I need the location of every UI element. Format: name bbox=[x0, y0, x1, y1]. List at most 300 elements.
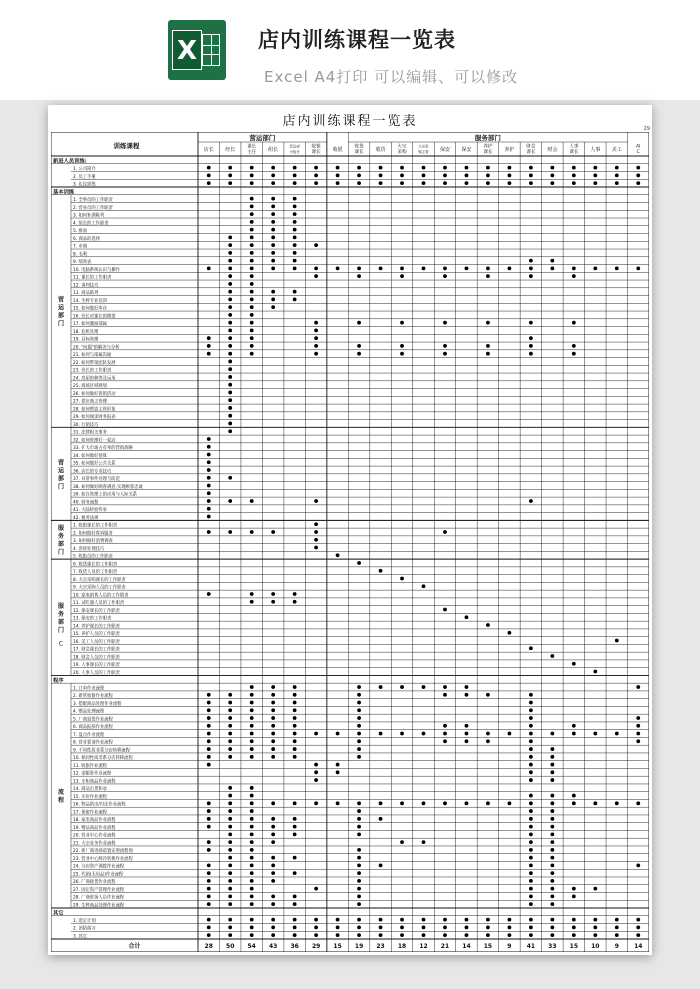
row-label: 2. 员工手册 bbox=[73, 174, 96, 180]
attendance-mark bbox=[357, 181, 361, 185]
attendance-mark bbox=[529, 871, 533, 875]
total-value: 33 bbox=[548, 943, 557, 950]
attendance-mark bbox=[550, 871, 554, 875]
attendance-mark bbox=[572, 181, 576, 185]
attendance-mark bbox=[314, 181, 318, 185]
attendance-mark bbox=[271, 739, 275, 743]
row-label: 16. 美工人员的工作职责 bbox=[73, 639, 120, 645]
attendance-mark bbox=[422, 685, 426, 689]
total-value: 28 bbox=[204, 943, 213, 950]
attendance-mark bbox=[422, 933, 426, 937]
department-side-label: 营 bbox=[57, 296, 65, 304]
attendance-mark bbox=[357, 344, 361, 348]
attendance-mark bbox=[228, 344, 232, 348]
row-label: 15. 买价作业流程 bbox=[73, 794, 107, 800]
attendance-mark bbox=[636, 925, 640, 929]
row-label: 1. 全事员的工作职责 bbox=[73, 198, 113, 204]
attendance-mark bbox=[529, 879, 533, 883]
attendance-mark bbox=[207, 491, 211, 495]
attendance-mark bbox=[400, 352, 404, 356]
attendance-mark bbox=[250, 290, 254, 294]
attendance-mark bbox=[465, 693, 469, 697]
attendance-mark bbox=[250, 282, 254, 286]
row-label: 23. 营业中心鲜冷转换作业流程 bbox=[73, 856, 133, 862]
column-header: 课长 bbox=[311, 150, 321, 156]
attendance-mark bbox=[207, 267, 211, 271]
attendance-mark bbox=[550, 763, 554, 767]
department-side-label: 运 bbox=[57, 304, 65, 312]
attendance-mark bbox=[250, 685, 254, 689]
attendance-mark bbox=[250, 801, 254, 805]
total-value: 29 bbox=[311, 943, 321, 950]
column-header: 采购 bbox=[397, 150, 407, 156]
attendance-mark bbox=[250, 173, 254, 177]
attendance-mark bbox=[508, 173, 512, 177]
attendance-mark bbox=[636, 166, 640, 170]
attendance-mark bbox=[550, 863, 554, 867]
attendance-mark bbox=[357, 739, 361, 743]
attendance-mark bbox=[486, 925, 490, 929]
total-value: 12 bbox=[419, 943, 428, 950]
attendance-mark bbox=[207, 445, 211, 449]
total-value: 9 bbox=[507, 943, 512, 950]
attendance-mark bbox=[271, 305, 275, 309]
row-label: 31. 法律相关事务 bbox=[73, 430, 107, 436]
row-label: 5. 收银员的工作职责 bbox=[73, 554, 113, 560]
column-header: 美工 bbox=[611, 147, 622, 153]
department-side-label: 服 bbox=[57, 525, 65, 533]
attendance-mark bbox=[422, 925, 426, 929]
attendance-mark bbox=[250, 259, 254, 263]
attendance-mark bbox=[293, 592, 297, 596]
column-header: 保安 bbox=[461, 147, 472, 153]
logo-letter: X bbox=[172, 30, 202, 70]
attendance-mark bbox=[443, 530, 447, 534]
attendance-mark bbox=[486, 739, 490, 743]
attendance-mark bbox=[271, 600, 275, 604]
attendance-mark bbox=[271, 840, 275, 844]
row-label: 6. 收货课长的工作职责 bbox=[73, 562, 118, 568]
attendance-mark bbox=[228, 243, 232, 247]
attendance-mark bbox=[443, 925, 447, 929]
attendance-mark bbox=[314, 267, 318, 271]
document-header bbox=[0, 0, 700, 100]
attendance-mark bbox=[422, 173, 426, 177]
attendance-mark bbox=[293, 902, 297, 906]
row-label: 9. 大宗采购人员的工作职责 bbox=[73, 585, 126, 591]
row-label: 16. 处长对课长的期望 bbox=[73, 314, 116, 320]
row-label: 10. 电脑系统认识与操作 bbox=[73, 267, 120, 273]
attendance-mark bbox=[550, 259, 554, 263]
total-value: 9 bbox=[614, 943, 619, 950]
attendance-mark bbox=[250, 352, 254, 356]
row-label: 6. 商品的选择 bbox=[73, 236, 100, 242]
attendance-mark bbox=[357, 801, 361, 805]
attendance-mark bbox=[271, 251, 275, 255]
attendance-mark bbox=[207, 530, 211, 534]
total-value: 14 bbox=[462, 943, 471, 950]
attendance-mark bbox=[293, 918, 297, 922]
row-label: 12. 谈判技巧 bbox=[73, 283, 99, 289]
attendance-mark bbox=[636, 732, 640, 736]
attendance-mark bbox=[465, 933, 469, 937]
attendance-mark bbox=[593, 918, 597, 922]
attendance-mark bbox=[293, 716, 297, 720]
attendance-mark bbox=[550, 925, 554, 929]
attendance-mark bbox=[314, 538, 318, 542]
attendance-mark bbox=[529, 902, 533, 906]
attendance-mark bbox=[207, 166, 211, 170]
attendance-mark bbox=[207, 460, 211, 464]
attendance-mark bbox=[593, 166, 597, 170]
attendance-mark bbox=[400, 925, 404, 929]
row-label: 34. 如何做好预算 bbox=[73, 453, 107, 459]
attendance-mark bbox=[550, 848, 554, 852]
attendance-mark bbox=[572, 173, 576, 177]
attendance-mark bbox=[228, 391, 232, 395]
row-label: 29. 生鲜商品处理作业流程 bbox=[73, 903, 125, 909]
attendance-mark bbox=[293, 708, 297, 712]
attendance-mark bbox=[336, 732, 340, 736]
attendance-mark bbox=[314, 933, 318, 937]
attendance-mark bbox=[207, 476, 211, 480]
attendance-mark bbox=[228, 313, 232, 317]
attendance-mark bbox=[293, 228, 297, 232]
department-side-label: 部 bbox=[57, 312, 65, 320]
attendance-mark bbox=[572, 267, 576, 271]
attendance-mark bbox=[529, 840, 533, 844]
attendance-mark bbox=[228, 786, 232, 790]
attendance-mark bbox=[529, 778, 533, 782]
department-side-label: 门 bbox=[57, 549, 65, 557]
attendance-mark bbox=[271, 755, 275, 759]
attendance-mark bbox=[250, 251, 254, 255]
attendance-mark bbox=[529, 933, 533, 937]
row-label: 18. 财会人员的工作职责 bbox=[73, 655, 120, 661]
attendance-mark bbox=[293, 243, 297, 247]
attendance-mark bbox=[228, 925, 232, 929]
attendance-mark bbox=[271, 166, 275, 170]
attendance-mark bbox=[314, 243, 318, 247]
attendance-mark bbox=[529, 794, 533, 798]
attendance-mark bbox=[207, 708, 211, 712]
attendance-mark bbox=[314, 336, 318, 340]
attendance-mark bbox=[357, 274, 361, 278]
attendance-mark bbox=[228, 173, 232, 177]
attendance-mark bbox=[250, 204, 254, 208]
attendance-mark bbox=[529, 344, 533, 348]
attendance-mark bbox=[271, 732, 275, 736]
attendance-mark bbox=[207, 863, 211, 867]
attendance-mark bbox=[207, 747, 211, 751]
attendance-mark bbox=[207, 468, 211, 472]
attendance-mark bbox=[465, 685, 469, 689]
attendance-mark bbox=[593, 181, 597, 185]
attendance-mark bbox=[293, 933, 297, 937]
attendance-mark bbox=[293, 600, 297, 604]
attendance-mark bbox=[529, 817, 533, 821]
column-header: AI bbox=[636, 144, 641, 150]
attendance-mark bbox=[422, 267, 426, 271]
attendance-mark bbox=[314, 522, 318, 526]
attendance-mark bbox=[250, 817, 254, 821]
attendance-mark bbox=[271, 933, 275, 937]
row-label: 35. 如何做好公共关系 bbox=[73, 461, 116, 467]
attendance-mark bbox=[465, 615, 469, 619]
attendance-mark bbox=[400, 181, 404, 185]
attendance-mark bbox=[508, 918, 512, 922]
row-label: 26. 如何做好促销活动 bbox=[73, 391, 116, 397]
department-side-label: 运 bbox=[57, 467, 65, 475]
row-label: 3. 如何补满陈列 bbox=[73, 213, 105, 219]
department-side-label: 流 bbox=[57, 789, 65, 797]
attendance-mark bbox=[443, 344, 447, 348]
attendance-mark bbox=[443, 173, 447, 177]
attendance-mark bbox=[400, 933, 404, 937]
column-header: 组长 bbox=[268, 147, 279, 153]
attendance-mark bbox=[400, 577, 404, 581]
attendance-mark bbox=[293, 825, 297, 829]
column-header: 养护 bbox=[483, 144, 493, 150]
attendance-mark bbox=[508, 631, 512, 635]
attendance-mark bbox=[250, 499, 254, 503]
group-header: 营运部门 bbox=[249, 134, 276, 142]
attendance-mark bbox=[293, 693, 297, 697]
attendance-mark bbox=[443, 918, 447, 922]
attendance-mark bbox=[400, 321, 404, 325]
attendance-mark bbox=[443, 933, 447, 937]
attendance-mark bbox=[508, 181, 512, 185]
department-side-label: 部 bbox=[57, 541, 65, 549]
row-label: 39. 如在管理上的应用与人际关系 bbox=[73, 492, 138, 498]
row-label: 13. 保安的工作职责 bbox=[73, 616, 112, 622]
attendance-mark bbox=[400, 344, 404, 348]
attendance-mark bbox=[250, 708, 254, 712]
attendance-mark bbox=[250, 825, 254, 829]
attendance-mark bbox=[336, 553, 340, 557]
attendance-mark bbox=[529, 747, 533, 751]
attendance-mark bbox=[636, 863, 640, 867]
attendance-mark bbox=[250, 902, 254, 906]
attendance-mark bbox=[357, 166, 361, 170]
attendance-mark bbox=[357, 856, 361, 860]
attendance-mark bbox=[400, 173, 404, 177]
attendance-mark bbox=[228, 236, 232, 240]
row-label: 3. 搭配商品处理作业流程 bbox=[73, 701, 122, 707]
row-label: 24. 分店资产调拨作业流程 bbox=[73, 864, 125, 870]
attendance-mark bbox=[508, 801, 512, 805]
attendance-mark bbox=[271, 173, 275, 177]
attendance-mark bbox=[486, 623, 490, 627]
attendance-mark bbox=[357, 747, 361, 751]
attendance-mark bbox=[422, 181, 426, 185]
attendance-mark bbox=[550, 879, 554, 883]
attendance-mark bbox=[357, 871, 361, 875]
row-label: 1. 选定计划 bbox=[73, 918, 96, 924]
excel-logo-icon bbox=[168, 20, 226, 80]
row-label: 7. 盘点作业流程 bbox=[73, 732, 105, 738]
attendance-mark bbox=[293, 236, 297, 240]
attendance-mark bbox=[228, 360, 232, 364]
attendance-mark bbox=[228, 708, 232, 712]
row-label: 19. 赠品商品作业流程 bbox=[73, 825, 116, 831]
attendance-mark bbox=[550, 166, 554, 170]
attendance-mark bbox=[293, 732, 297, 736]
attendance-mark bbox=[422, 166, 426, 170]
attendance-mark bbox=[314, 344, 318, 348]
section-title: 基本训练 bbox=[53, 189, 75, 196]
attendance-mark bbox=[228, 817, 232, 821]
attendance-mark bbox=[636, 181, 640, 185]
attendance-mark bbox=[207, 925, 211, 929]
attendance-mark bbox=[422, 918, 426, 922]
row-label: 20. 营业中心作业流程 bbox=[73, 833, 116, 839]
attendance-mark bbox=[636, 739, 640, 743]
attendance-mark bbox=[529, 708, 533, 712]
attendance-mark bbox=[529, 856, 533, 860]
attendance-mark bbox=[529, 716, 533, 720]
column-header: 主任 bbox=[247, 150, 257, 156]
attendance-mark bbox=[636, 801, 640, 805]
attendance-mark bbox=[271, 220, 275, 224]
row-label: 12. 金额鉴作业流程 bbox=[73, 771, 112, 777]
attendance-mark bbox=[228, 429, 232, 433]
attendance-mark bbox=[486, 801, 490, 805]
attendance-mark bbox=[357, 817, 361, 821]
column-header: 课长 bbox=[354, 150, 364, 156]
attendance-mark bbox=[207, 887, 211, 891]
total-value: 21 bbox=[440, 943, 450, 950]
attendance-mark bbox=[250, 894, 254, 898]
attendance-mark bbox=[293, 181, 297, 185]
attendance-mark bbox=[228, 918, 232, 922]
attendance-mark bbox=[293, 220, 297, 224]
attendance-mark bbox=[293, 925, 297, 929]
attendance-mark bbox=[357, 321, 361, 325]
column-header: 人事 bbox=[569, 144, 579, 150]
attendance-mark bbox=[271, 832, 275, 836]
attendance-mark bbox=[465, 173, 469, 177]
attendance-mark bbox=[572, 732, 576, 736]
attendance-mark bbox=[529, 724, 533, 728]
attendance-mark bbox=[422, 801, 426, 805]
attendance-mark bbox=[572, 794, 576, 798]
attendance-mark bbox=[250, 879, 254, 883]
attendance-mark bbox=[250, 794, 254, 798]
attendance-mark bbox=[228, 871, 232, 875]
attendance-mark bbox=[336, 770, 340, 774]
attendance-mark bbox=[314, 530, 318, 534]
attendance-mark bbox=[443, 181, 447, 185]
department-side-label: 部 bbox=[57, 475, 65, 483]
attendance-mark bbox=[550, 267, 554, 271]
department-side-label: 营 bbox=[57, 459, 65, 467]
attendance-mark bbox=[250, 856, 254, 860]
attendance-mark bbox=[465, 267, 469, 271]
attendance-mark bbox=[250, 181, 254, 185]
attendance-mark bbox=[271, 204, 275, 208]
attendance-mark bbox=[486, 173, 490, 177]
attendance-mark bbox=[207, 592, 211, 596]
attendance-mark bbox=[293, 251, 297, 255]
attendance-mark bbox=[293, 259, 297, 263]
attendance-mark bbox=[379, 166, 383, 170]
department-side-label: 务 bbox=[57, 610, 65, 618]
attendance-mark bbox=[250, 197, 254, 201]
attendance-mark bbox=[529, 173, 533, 177]
attendance-mark bbox=[357, 848, 361, 852]
attendance-mark bbox=[271, 863, 275, 867]
attendance-mark bbox=[550, 856, 554, 860]
row-label: 21. 大宗业务作业流程 bbox=[73, 841, 116, 847]
attendance-mark bbox=[443, 321, 447, 325]
attendance-mark bbox=[357, 352, 361, 356]
attendance-mark bbox=[271, 801, 275, 805]
attendance-mark bbox=[465, 918, 469, 922]
row-label: 11. 试吃器人员的工作职责 bbox=[73, 601, 125, 607]
column-header: 收银 bbox=[311, 144, 321, 150]
row-label: 12. 保安课长的工作职责 bbox=[73, 608, 120, 614]
row-label: 15. 养护人员的工作职责 bbox=[73, 632, 120, 638]
row-label: 5. 排面 bbox=[73, 229, 88, 235]
attendance-mark bbox=[336, 763, 340, 767]
attendance-mark bbox=[293, 204, 297, 208]
attendance-mark bbox=[228, 352, 232, 356]
attendance-mark bbox=[486, 267, 490, 271]
attendance-mark bbox=[271, 236, 275, 240]
attendance-mark bbox=[293, 801, 297, 805]
attendance-mark bbox=[314, 770, 318, 774]
attendance-mark bbox=[228, 398, 232, 402]
attendance-mark bbox=[336, 933, 340, 937]
row-label: 14. 养护课长的工作职责 bbox=[73, 624, 120, 630]
attendance-mark bbox=[271, 212, 275, 216]
attendance-mark bbox=[250, 344, 254, 348]
attendance-mark bbox=[314, 166, 318, 170]
attendance-mark bbox=[486, 352, 490, 356]
attendance-mark bbox=[357, 863, 361, 867]
attendance-mark bbox=[207, 933, 211, 937]
attendance-mark bbox=[293, 739, 297, 743]
attendance-mark bbox=[508, 732, 512, 736]
total-value: 43 bbox=[268, 943, 278, 950]
attendance-mark bbox=[207, 902, 211, 906]
attendance-mark bbox=[422, 732, 426, 736]
attendance-mark bbox=[250, 212, 254, 216]
column-header: 养护 bbox=[504, 147, 515, 153]
attendance-mark bbox=[615, 181, 619, 185]
attendance-mark bbox=[228, 476, 232, 480]
attendance-mark bbox=[271, 925, 275, 929]
total-value: 15 bbox=[333, 943, 342, 950]
attendance-mark bbox=[228, 414, 232, 418]
attendance-mark bbox=[228, 701, 232, 705]
attendance-mark bbox=[271, 592, 275, 596]
attendance-mark bbox=[293, 871, 297, 875]
row-label: 1. 公司简介 bbox=[73, 167, 96, 173]
attendance-mark bbox=[357, 925, 361, 929]
attendance-mark bbox=[572, 274, 576, 278]
attendance-mark bbox=[529, 894, 533, 898]
attendance-mark bbox=[250, 747, 254, 751]
attendance-mark bbox=[314, 352, 318, 356]
attendance-mark bbox=[250, 298, 254, 302]
attendance-mark bbox=[293, 212, 297, 216]
attendance-mark bbox=[357, 894, 361, 898]
attendance-mark bbox=[550, 825, 554, 829]
attendance-mark bbox=[250, 786, 254, 790]
attendance-mark bbox=[572, 887, 576, 891]
